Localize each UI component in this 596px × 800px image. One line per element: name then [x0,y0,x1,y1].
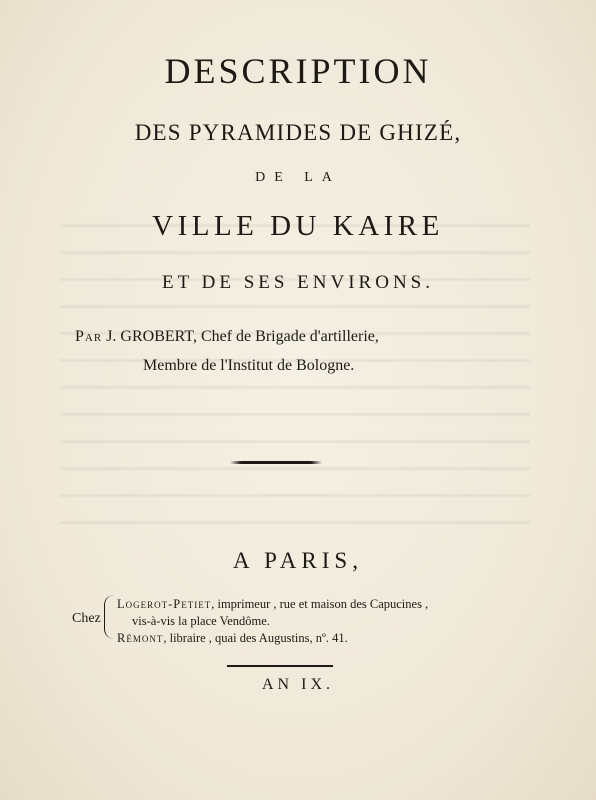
publisher-1-name: Logerot-Petiet [117,597,212,611]
author-par: Par [75,328,103,345]
subtitle-environs: ET DE SES ENVIRONS. [162,272,434,293]
publisher-2-name: Rémont [117,631,164,645]
subtitle-de-la: DE LA [255,170,341,185]
author-line [75,328,379,346]
publisher-2-detail: , libraire , quai des Augustins, nº. 41. [163,631,348,645]
subtitle-ville-du-kaire: VILLE DU KAIRE [152,210,444,242]
publication-date: AN IX. [262,676,334,693]
author-role: , Chef de Brigade d'artillerie, [192,328,379,345]
publisher-2-line [117,631,348,646]
publisher-1-line2: vis-à-vis la place Vendôme. [132,614,270,628]
brace-icon [104,595,117,639]
subtitle-pyramides: DES PYRAMIDES DE GHIZÉ, [134,120,462,145]
divider-rule [227,665,333,667]
publisher-1-line [117,597,428,612]
author-membership: Membre de l'Institut de Bologne. [143,357,355,374]
imprint-chez: Chez [72,611,101,626]
publisher-1-detail: , imprimeur , rue et maison des Capucines , [211,597,429,611]
author-name: J. GROBERT [106,328,193,345]
book-title: DESCRIPTION [164,51,432,91]
imprint-city: A PARIS, [233,548,363,573]
ornamental-rule [230,461,322,464]
